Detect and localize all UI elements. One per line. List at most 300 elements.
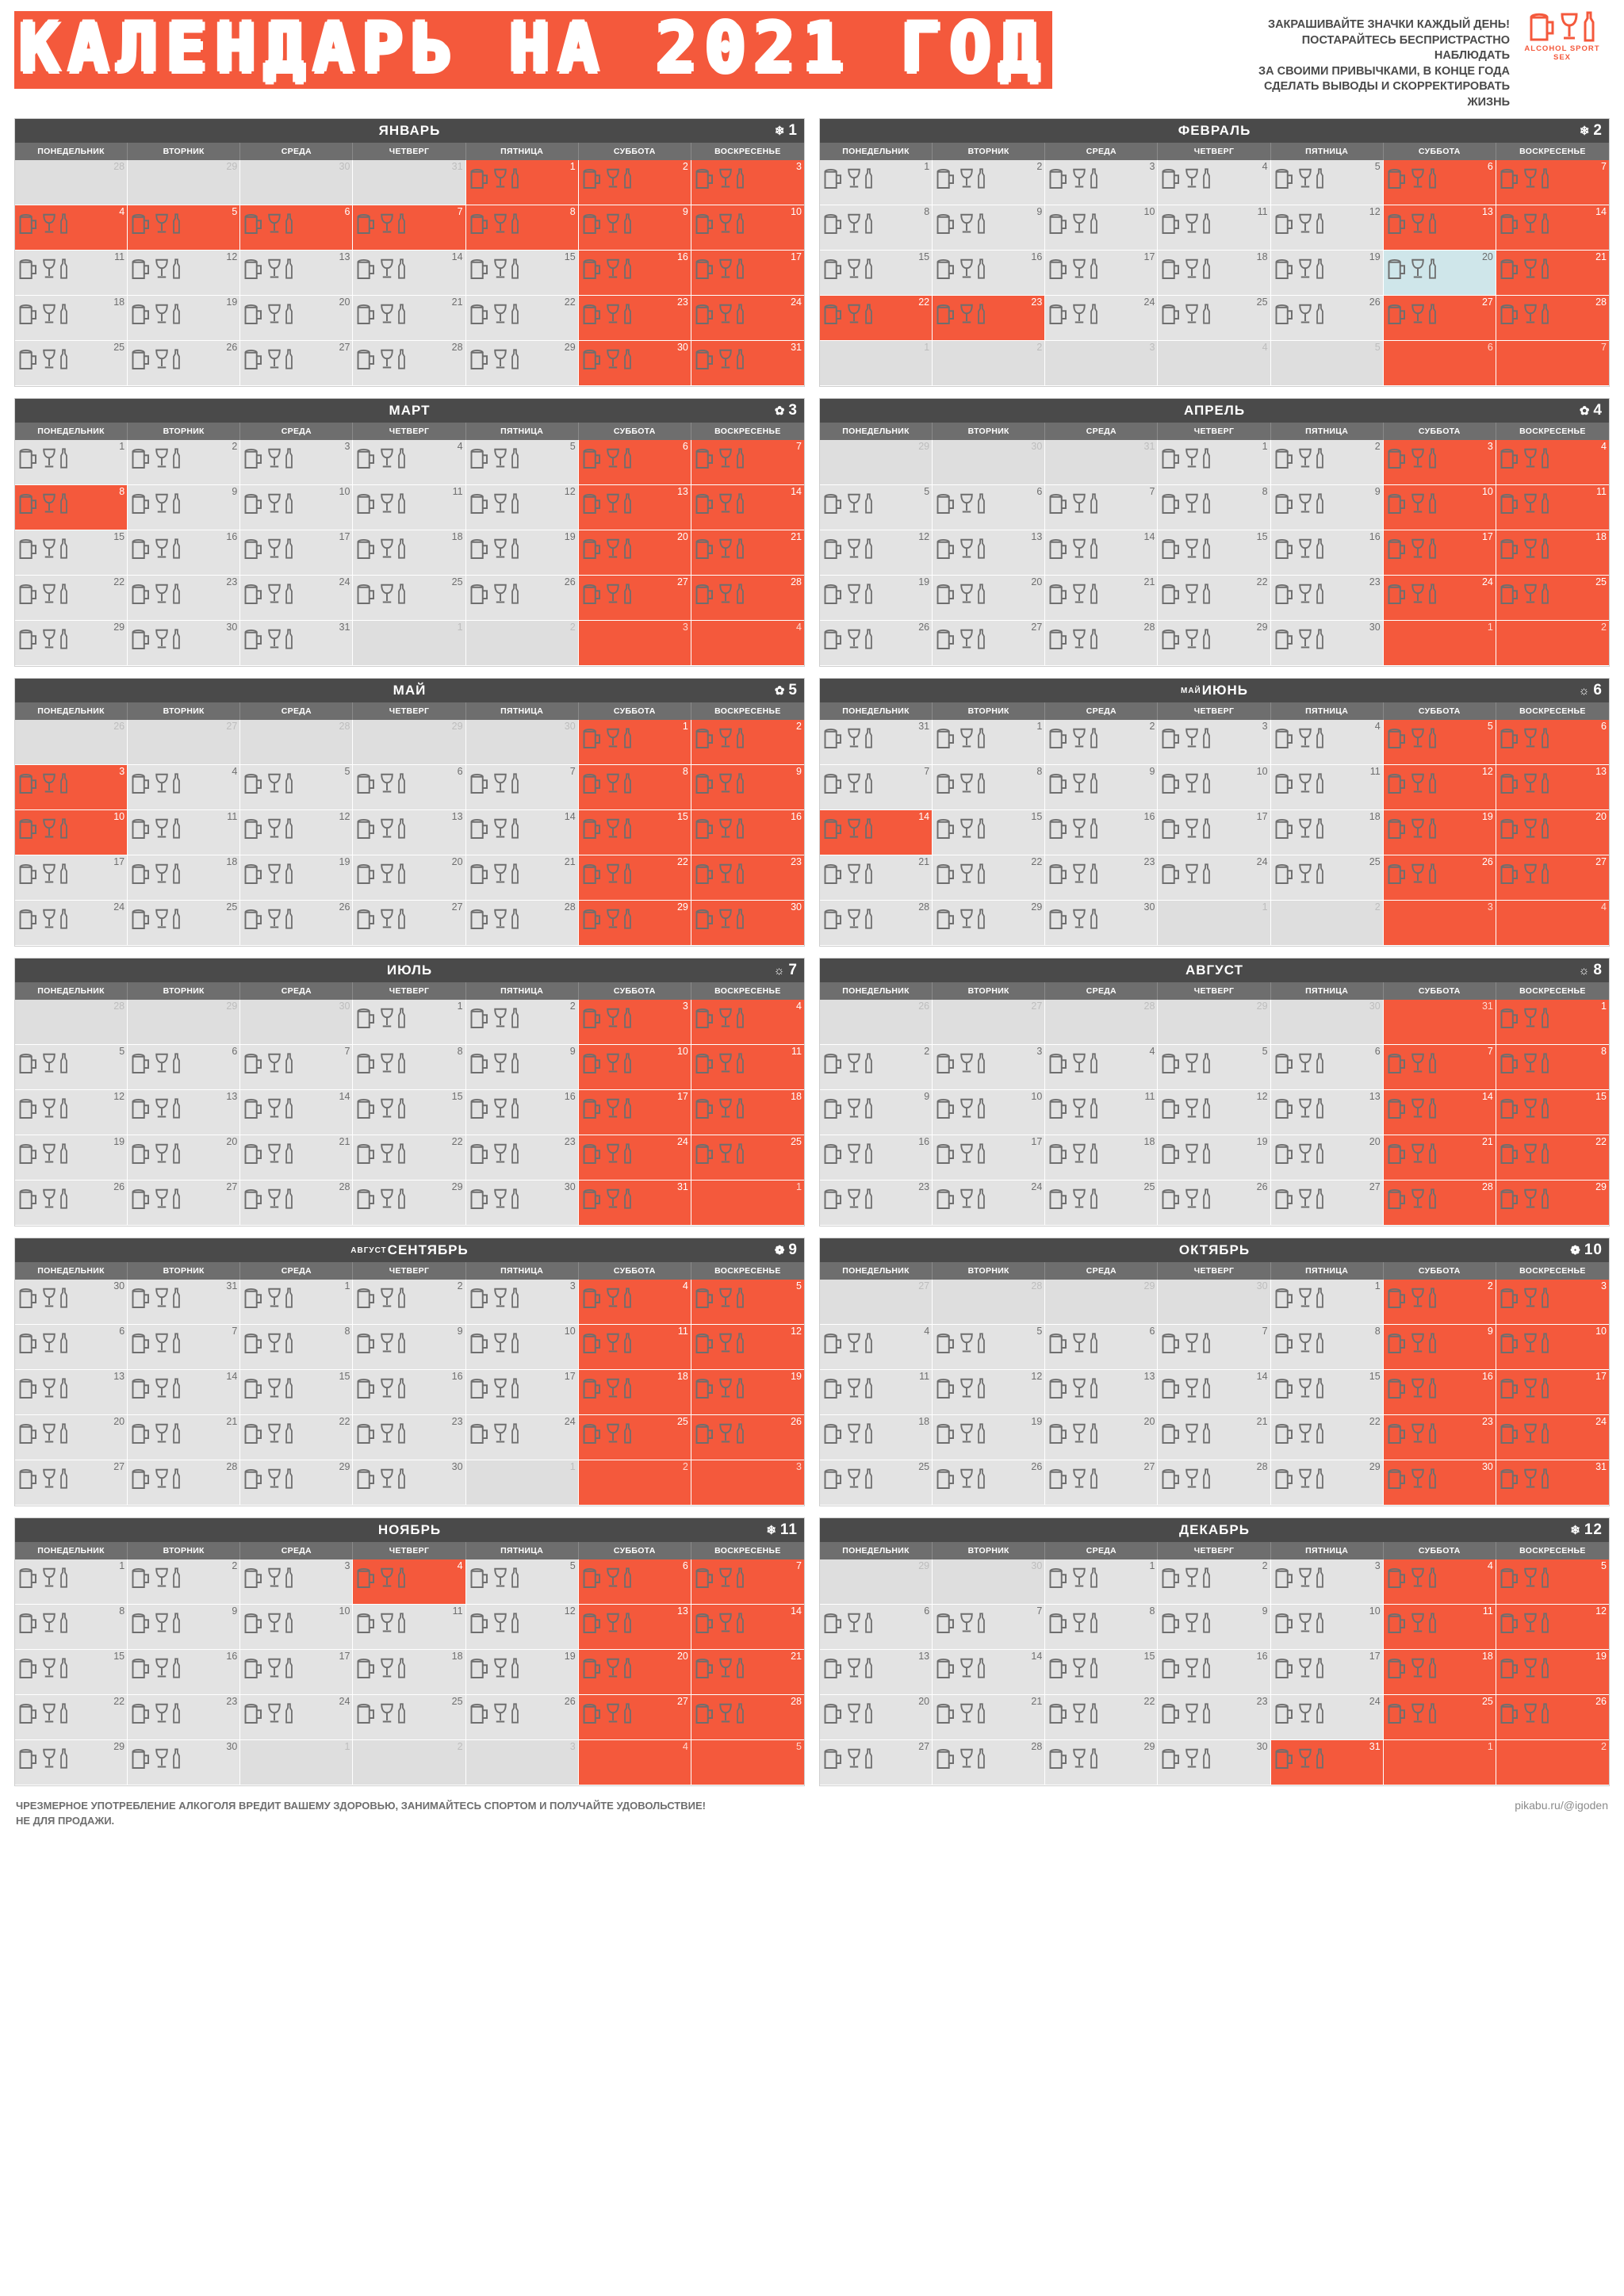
bottle-icon[interactable]: [1541, 1467, 1549, 1490]
habit-icons[interactable]: [1387, 1701, 1437, 1725]
wine-glass-icon[interactable]: [154, 862, 170, 886]
wine-glass-icon[interactable]: [1410, 582, 1426, 606]
day-cell[interactable]: [1045, 440, 1158, 485]
habit-icons[interactable]: [1500, 212, 1549, 235]
wine-glass-icon[interactable]: [1071, 1467, 1087, 1490]
beer-mug-icon[interactable]: [823, 492, 844, 515]
beer-mug-icon[interactable]: [695, 1051, 715, 1075]
bottle-icon[interactable]: [1541, 1656, 1549, 1680]
bottle-icon[interactable]: [1428, 1187, 1437, 1211]
day-cell[interactable]: [15, 1280, 128, 1325]
day-cell[interactable]: [691, 530, 804, 576]
beer-mug-icon[interactable]: [469, 582, 490, 606]
day-cell[interactable]: [1158, 576, 1270, 621]
wine-glass-icon[interactable]: [1297, 1656, 1313, 1680]
wine-glass-icon[interactable]: [846, 1747, 862, 1770]
bottle-icon[interactable]: [1541, 1096, 1549, 1120]
beer-mug-icon[interactable]: [582, 257, 603, 281]
beer-mug-icon[interactable]: [1387, 582, 1408, 606]
beer-mug-icon[interactable]: [695, 212, 715, 235]
beer-mug-icon[interactable]: [469, 862, 490, 886]
wine-glass-icon[interactable]: [959, 302, 975, 326]
wine-glass-icon[interactable]: [846, 1187, 862, 1211]
habit-icons[interactable]: [1274, 212, 1324, 235]
habit-icons[interactable]: [131, 347, 181, 371]
bottle-icon[interactable]: [1316, 1331, 1324, 1355]
wine-glass-icon[interactable]: [41, 257, 57, 281]
habit-icons[interactable]: [1500, 1286, 1549, 1310]
bottle-icon[interactable]: [623, 862, 632, 886]
wine-glass-icon[interactable]: [1410, 166, 1426, 190]
wine-glass-icon[interactable]: [492, 1142, 508, 1165]
habit-icons[interactable]: [1387, 492, 1437, 515]
habit-icons[interactable]: [243, 627, 293, 651]
wine-glass-icon[interactable]: [154, 1467, 170, 1490]
bottle-icon[interactable]: [59, 446, 68, 470]
beer-mug-icon[interactable]: [1161, 1611, 1182, 1635]
day-cell[interactable]: [1384, 1000, 1496, 1045]
bottle-icon[interactable]: [1316, 1096, 1324, 1120]
bottle-icon[interactable]: [172, 257, 181, 281]
habit-icons[interactable]: [1161, 166, 1211, 190]
bottle-icon[interactable]: [1202, 1376, 1211, 1400]
bottle-icon[interactable]: [977, 726, 986, 750]
beer-mug-icon[interactable]: [582, 907, 603, 931]
habit-icons[interactable]: [356, 1611, 406, 1635]
wine-glass-icon[interactable]: [41, 907, 57, 931]
beer-mug-icon[interactable]: [131, 817, 151, 840]
habit-icons[interactable]: [1048, 1747, 1098, 1770]
habit-icons[interactable]: [356, 817, 406, 840]
day-cell[interactable]: [466, 855, 579, 901]
bottle-icon[interactable]: [623, 1006, 632, 1030]
beer-mug-icon[interactable]: [1274, 1422, 1295, 1445]
beer-mug-icon[interactable]: [469, 1286, 490, 1310]
habit-icons[interactable]: [1048, 1376, 1098, 1400]
bottle-icon[interactable]: [397, 1376, 406, 1400]
wine-glass-icon[interactable]: [492, 446, 508, 470]
wine-glass-icon[interactable]: [1184, 1331, 1200, 1355]
bottle-icon[interactable]: [864, 771, 873, 795]
bottle-icon[interactable]: [864, 627, 873, 651]
bottle-icon[interactable]: [59, 1566, 68, 1590]
habit-icons[interactable]: [243, 1051, 293, 1075]
bottle-icon[interactable]: [59, 907, 68, 931]
beer-mug-icon[interactable]: [1500, 212, 1520, 235]
beer-mug-icon[interactable]: [18, 446, 39, 470]
beer-mug-icon[interactable]: [131, 1376, 151, 1400]
wine-glass-icon[interactable]: [266, 1331, 282, 1355]
beer-mug-icon[interactable]: [131, 582, 151, 606]
wine-glass-icon[interactable]: [1297, 817, 1313, 840]
day-cell[interactable]: [353, 1695, 465, 1740]
habit-icons[interactable]: [1048, 771, 1098, 795]
day-cell[interactable]: [1496, 765, 1609, 810]
beer-mug-icon[interactable]: [243, 1566, 264, 1590]
beer-mug-icon[interactable]: [131, 257, 151, 281]
bottle-icon[interactable]: [1090, 1566, 1098, 1590]
day-cell[interactable]: [466, 1090, 579, 1135]
bottle-icon[interactable]: [511, 1142, 519, 1165]
bottle-icon[interactable]: [172, 1051, 181, 1075]
day-cell[interactable]: [466, 576, 579, 621]
day-cell[interactable]: [353, 1650, 465, 1695]
habit-icons[interactable]: [243, 771, 293, 795]
habit-icons[interactable]: [356, 1331, 406, 1355]
bottle-icon[interactable]: [511, 1051, 519, 1075]
habit-icons[interactable]: [243, 1566, 293, 1590]
bottle-icon[interactable]: [1428, 1656, 1437, 1680]
habit-icons[interactable]: [1387, 862, 1437, 886]
day-cell[interactable]: [1158, 720, 1270, 765]
day-cell[interactable]: [1045, 1181, 1158, 1226]
habit-icons[interactable]: [243, 1187, 293, 1211]
bottle-icon[interactable]: [1541, 1701, 1549, 1725]
habit-icons[interactable]: [1387, 1051, 1437, 1075]
habit-icons[interactable]: [356, 347, 406, 371]
habit-icons[interactable]: [1048, 1566, 1098, 1590]
beer-mug-icon[interactable]: [1387, 1286, 1408, 1310]
bottle-icon[interactable]: [1428, 862, 1437, 886]
day-cell[interactable]: [15, 1695, 128, 1740]
wine-glass-icon[interactable]: [1071, 1422, 1087, 1445]
day-cell[interactable]: [579, 1325, 691, 1370]
bottle-icon[interactable]: [172, 492, 181, 515]
day-cell[interactable]: [15, 576, 128, 621]
beer-mug-icon[interactable]: [823, 1747, 844, 1770]
wine-glass-icon[interactable]: [1184, 257, 1200, 281]
beer-mug-icon[interactable]: [823, 1656, 844, 1680]
beer-mug-icon[interactable]: [1387, 257, 1408, 281]
bottle-icon[interactable]: [1428, 302, 1437, 326]
beer-mug-icon[interactable]: [1048, 771, 1069, 795]
day-cell[interactable]: [1496, 1280, 1609, 1325]
habit-icons[interactable]: [1161, 627, 1211, 651]
beer-mug-icon[interactable]: [823, 1376, 844, 1400]
habit-icons[interactable]: [356, 907, 406, 931]
beer-mug-icon[interactable]: [469, 257, 490, 281]
bottle-icon[interactable]: [623, 817, 632, 840]
wine-glass-icon[interactable]: [605, 1096, 621, 1120]
bottle-icon[interactable]: [397, 1187, 406, 1211]
day-cell[interactable]: [353, 720, 465, 765]
habit-icons[interactable]: [582, 302, 632, 326]
habit-icons[interactable]: [936, 1611, 986, 1635]
wine-glass-icon[interactable]: [379, 862, 395, 886]
habit-icons[interactable]: [1500, 537, 1549, 561]
habit-icons[interactable]: [1161, 1331, 1211, 1355]
wine-glass-icon[interactable]: [1071, 166, 1087, 190]
wine-glass-icon[interactable]: [154, 257, 170, 281]
beer-mug-icon[interactable]: [695, 257, 715, 281]
day-cell[interactable]: [1496, 1370, 1609, 1415]
bottle-icon[interactable]: [511, 212, 519, 235]
day-cell[interactable]: [1158, 901, 1270, 946]
bottle-icon[interactable]: [285, 907, 293, 931]
day-cell[interactable]: [1045, 1559, 1158, 1605]
beer-mug-icon[interactable]: [582, 1331, 603, 1355]
habit-icons[interactable]: [695, 347, 745, 371]
habit-icons[interactable]: [243, 1701, 293, 1725]
habit-icons[interactable]: [1048, 1467, 1098, 1490]
wine-glass-icon[interactable]: [1522, 1701, 1538, 1725]
bottle-icon[interactable]: [59, 1611, 68, 1635]
bottle-icon[interactable]: [977, 257, 986, 281]
beer-mug-icon[interactable]: [936, 907, 956, 931]
habit-icons[interactable]: [356, 1286, 406, 1310]
bottle-icon[interactable]: [977, 1611, 986, 1635]
habit-icons[interactable]: [1500, 1656, 1549, 1680]
day-cell[interactable]: [1045, 855, 1158, 901]
day-cell[interactable]: [1384, 855, 1496, 901]
day-cell[interactable]: [466, 1605, 579, 1650]
beer-mug-icon[interactable]: [356, 1142, 377, 1165]
wine-glass-icon[interactable]: [492, 1286, 508, 1310]
habit-icons[interactable]: [695, 212, 745, 235]
wine-glass-icon[interactable]: [492, 537, 508, 561]
day-cell[interactable]: [128, 341, 240, 386]
day-cell[interactable]: [1271, 855, 1384, 901]
habit-icons[interactable]: [1274, 257, 1324, 281]
habit-icons[interactable]: [695, 1286, 745, 1310]
habit-icons[interactable]: [582, 582, 632, 606]
wine-glass-icon[interactable]: [846, 1656, 862, 1680]
day-cell[interactable]: [466, 1695, 579, 1740]
day-cell[interactable]: [1045, 1460, 1158, 1506]
day-cell[interactable]: [1045, 576, 1158, 621]
habit-icons[interactable]: [1274, 446, 1324, 470]
day-cell[interactable]: [820, 341, 933, 386]
habit-icons[interactable]: [936, 817, 986, 840]
beer-mug-icon[interactable]: [936, 771, 956, 795]
day-cell[interactable]: [933, 576, 1045, 621]
bottle-icon[interactable]: [1202, 1096, 1211, 1120]
day-cell[interactable]: [240, 810, 353, 855]
habit-icons[interactable]: [1274, 492, 1324, 515]
day-cell[interactable]: [466, 485, 579, 530]
day-cell[interactable]: [820, 1740, 933, 1785]
day-cell[interactable]: [579, 1415, 691, 1460]
bottle-icon[interactable]: [736, 1611, 745, 1635]
wine-glass-icon[interactable]: [846, 817, 862, 840]
beer-mug-icon[interactable]: [469, 1566, 490, 1590]
wine-glass-icon[interactable]: [379, 907, 395, 931]
bottle-icon[interactable]: [59, 537, 68, 561]
bottle-icon[interactable]: [511, 1286, 519, 1310]
beer-mug-icon[interactable]: [1387, 1051, 1408, 1075]
day-cell[interactable]: [353, 251, 465, 296]
bottle-icon[interactable]: [511, 1331, 519, 1355]
day-cell[interactable]: [1158, 621, 1270, 666]
day-cell[interactable]: [1158, 810, 1270, 855]
wine-glass-icon[interactable]: [266, 771, 282, 795]
habit-icons[interactable]: [356, 1467, 406, 1490]
wine-glass-icon[interactable]: [1071, 1747, 1087, 1770]
bottle-icon[interactable]: [864, 492, 873, 515]
habit-icons[interactable]: [1161, 1467, 1211, 1490]
habit-icons[interactable]: [356, 862, 406, 886]
bottle-icon[interactable]: [736, 166, 745, 190]
wine-glass-icon[interactable]: [718, 1006, 733, 1030]
beer-mug-icon[interactable]: [695, 446, 715, 470]
wine-glass-icon[interactable]: [1297, 1331, 1313, 1355]
bottle-icon[interactable]: [1316, 1142, 1324, 1165]
wine-glass-icon[interactable]: [1184, 1701, 1200, 1725]
habit-icons[interactable]: [1161, 1566, 1211, 1590]
bottle-icon[interactable]: [511, 446, 519, 470]
day-cell[interactable]: [1158, 1605, 1270, 1650]
day-cell[interactable]: [240, 1460, 353, 1506]
habit-icons[interactable]: [1500, 1566, 1549, 1590]
beer-mug-icon[interactable]: [695, 302, 715, 326]
wine-glass-icon[interactable]: [846, 1096, 862, 1120]
habit-icons[interactable]: [131, 582, 181, 606]
bottle-icon[interactable]: [397, 1006, 406, 1030]
beer-mug-icon[interactable]: [582, 446, 603, 470]
wine-glass-icon[interactable]: [1071, 1142, 1087, 1165]
habit-icons[interactable]: [1048, 492, 1098, 515]
habit-icons[interactable]: [695, 537, 745, 561]
wine-glass-icon[interactable]: [1297, 492, 1313, 515]
bottle-icon[interactable]: [59, 1142, 68, 1165]
habit-icons[interactable]: [131, 1331, 181, 1355]
beer-mug-icon[interactable]: [1161, 627, 1182, 651]
wine-glass-icon[interactable]: [1522, 771, 1538, 795]
beer-mug-icon[interactable]: [18, 627, 39, 651]
beer-mug-icon[interactable]: [469, 1187, 490, 1211]
beer-mug-icon[interactable]: [582, 212, 603, 235]
beer-mug-icon[interactable]: [1048, 492, 1069, 515]
bottle-icon[interactable]: [59, 1286, 68, 1310]
beer-mug-icon[interactable]: [469, 166, 490, 190]
day-cell[interactable]: [128, 296, 240, 341]
beer-mug-icon[interactable]: [18, 1376, 39, 1400]
day-cell[interactable]: [933, 485, 1045, 530]
wine-glass-icon[interactable]: [959, 1376, 975, 1400]
day-cell[interactable]: [240, 855, 353, 901]
beer-mug-icon[interactable]: [1500, 1142, 1520, 1165]
wine-glass-icon[interactable]: [1410, 1331, 1426, 1355]
bottle-icon[interactable]: [1090, 1051, 1098, 1075]
day-cell[interactable]: [1384, 1090, 1496, 1135]
habit-icons[interactable]: [131, 1422, 181, 1445]
day-cell[interactable]: [353, 765, 465, 810]
wine-glass-icon[interactable]: [718, 257, 733, 281]
habit-icons[interactable]: [1500, 492, 1549, 515]
beer-mug-icon[interactable]: [356, 1467, 377, 1490]
wine-glass-icon[interactable]: [154, 627, 170, 651]
beer-mug-icon[interactable]: [1387, 1376, 1408, 1400]
wine-glass-icon[interactable]: [154, 1096, 170, 1120]
wine-glass-icon[interactable]: [1184, 1051, 1200, 1075]
day-cell[interactable]: [466, 251, 579, 296]
day-cell[interactable]: [933, 160, 1045, 205]
habit-icons[interactable]: [695, 492, 745, 515]
habit-icons[interactable]: [695, 1701, 745, 1725]
bottle-icon[interactable]: [59, 1701, 68, 1725]
wine-glass-icon[interactable]: [959, 1187, 975, 1211]
habit-icons[interactable]: [1161, 1376, 1211, 1400]
habit-icons[interactable]: [243, 907, 293, 931]
bottle-icon[interactable]: [172, 537, 181, 561]
habit-icons[interactable]: [243, 1656, 293, 1680]
habit-icons[interactable]: [243, 1611, 293, 1635]
wine-glass-icon[interactable]: [492, 1051, 508, 1075]
bottle-icon[interactable]: [736, 907, 745, 931]
bottle-icon[interactable]: [864, 1187, 873, 1211]
day-cell[interactable]: [353, 576, 465, 621]
beer-mug-icon[interactable]: [356, 1701, 377, 1725]
wine-glass-icon[interactable]: [1522, 1566, 1538, 1590]
habit-icons[interactable]: [1274, 537, 1324, 561]
beer-mug-icon[interactable]: [823, 1051, 844, 1075]
bottle-icon[interactable]: [1090, 1142, 1098, 1165]
beer-mug-icon[interactable]: [695, 347, 715, 371]
wine-glass-icon[interactable]: [718, 1701, 733, 1725]
beer-mug-icon[interactable]: [131, 537, 151, 561]
wine-glass-icon[interactable]: [718, 1376, 733, 1400]
habit-icons[interactable]: [1048, 1096, 1098, 1120]
beer-mug-icon[interactable]: [356, 446, 377, 470]
day-cell[interactable]: [466, 720, 579, 765]
bottle-icon[interactable]: [864, 1747, 873, 1770]
wine-glass-icon[interactable]: [379, 1611, 395, 1635]
habit-icons[interactable]: [936, 1051, 986, 1075]
day-cell[interactable]: [579, 251, 691, 296]
habit-icons[interactable]: [18, 1142, 68, 1165]
wine-glass-icon[interactable]: [959, 1656, 975, 1680]
bottle-icon[interactable]: [1541, 1286, 1549, 1310]
wine-glass-icon[interactable]: [605, 1611, 621, 1635]
bottle-icon[interactable]: [1541, 166, 1549, 190]
habit-icons[interactable]: [1500, 1187, 1549, 1211]
bottle-icon[interactable]: [623, 1611, 632, 1635]
day-cell[interactable]: [1045, 1280, 1158, 1325]
habit-icons[interactable]: [1387, 1286, 1437, 1310]
day-cell[interactable]: [820, 251, 933, 296]
wine-glass-icon[interactable]: [379, 771, 395, 795]
habit-icons[interactable]: [356, 1376, 406, 1400]
beer-mug-icon[interactable]: [695, 726, 715, 750]
habit-icons[interactable]: [1048, 1331, 1098, 1355]
beer-mug-icon[interactable]: [1387, 166, 1408, 190]
wine-glass-icon[interactable]: [266, 347, 282, 371]
beer-mug-icon[interactable]: [1048, 1376, 1069, 1400]
bottle-icon[interactable]: [1202, 1467, 1211, 1490]
beer-mug-icon[interactable]: [936, 166, 956, 190]
habit-icons[interactable]: [131, 537, 181, 561]
wine-glass-icon[interactable]: [41, 1142, 57, 1165]
bottle-icon[interactable]: [1541, 1187, 1549, 1211]
bottle-icon[interactable]: [977, 1701, 986, 1725]
day-cell[interactable]: [691, 901, 804, 946]
bottle-icon[interactable]: [1202, 1331, 1211, 1355]
habit-icons[interactable]: [1274, 1376, 1324, 1400]
beer-mug-icon[interactable]: [582, 1422, 603, 1445]
habit-icons[interactable]: [695, 817, 745, 840]
bottle-icon[interactable]: [172, 627, 181, 651]
day-cell[interactable]: [691, 1325, 804, 1370]
habit-icons[interactable]: [1048, 582, 1098, 606]
habit-icons[interactable]: [695, 1656, 745, 1680]
day-cell[interactable]: [820, 1181, 933, 1226]
day-cell[interactable]: [933, 341, 1045, 386]
day-cell[interactable]: [1384, 1370, 1496, 1415]
beer-mug-icon[interactable]: [243, 1376, 264, 1400]
wine-glass-icon[interactable]: [1410, 302, 1426, 326]
habit-icons[interactable]: [1500, 1467, 1549, 1490]
day-cell[interactable]: [1158, 1135, 1270, 1181]
